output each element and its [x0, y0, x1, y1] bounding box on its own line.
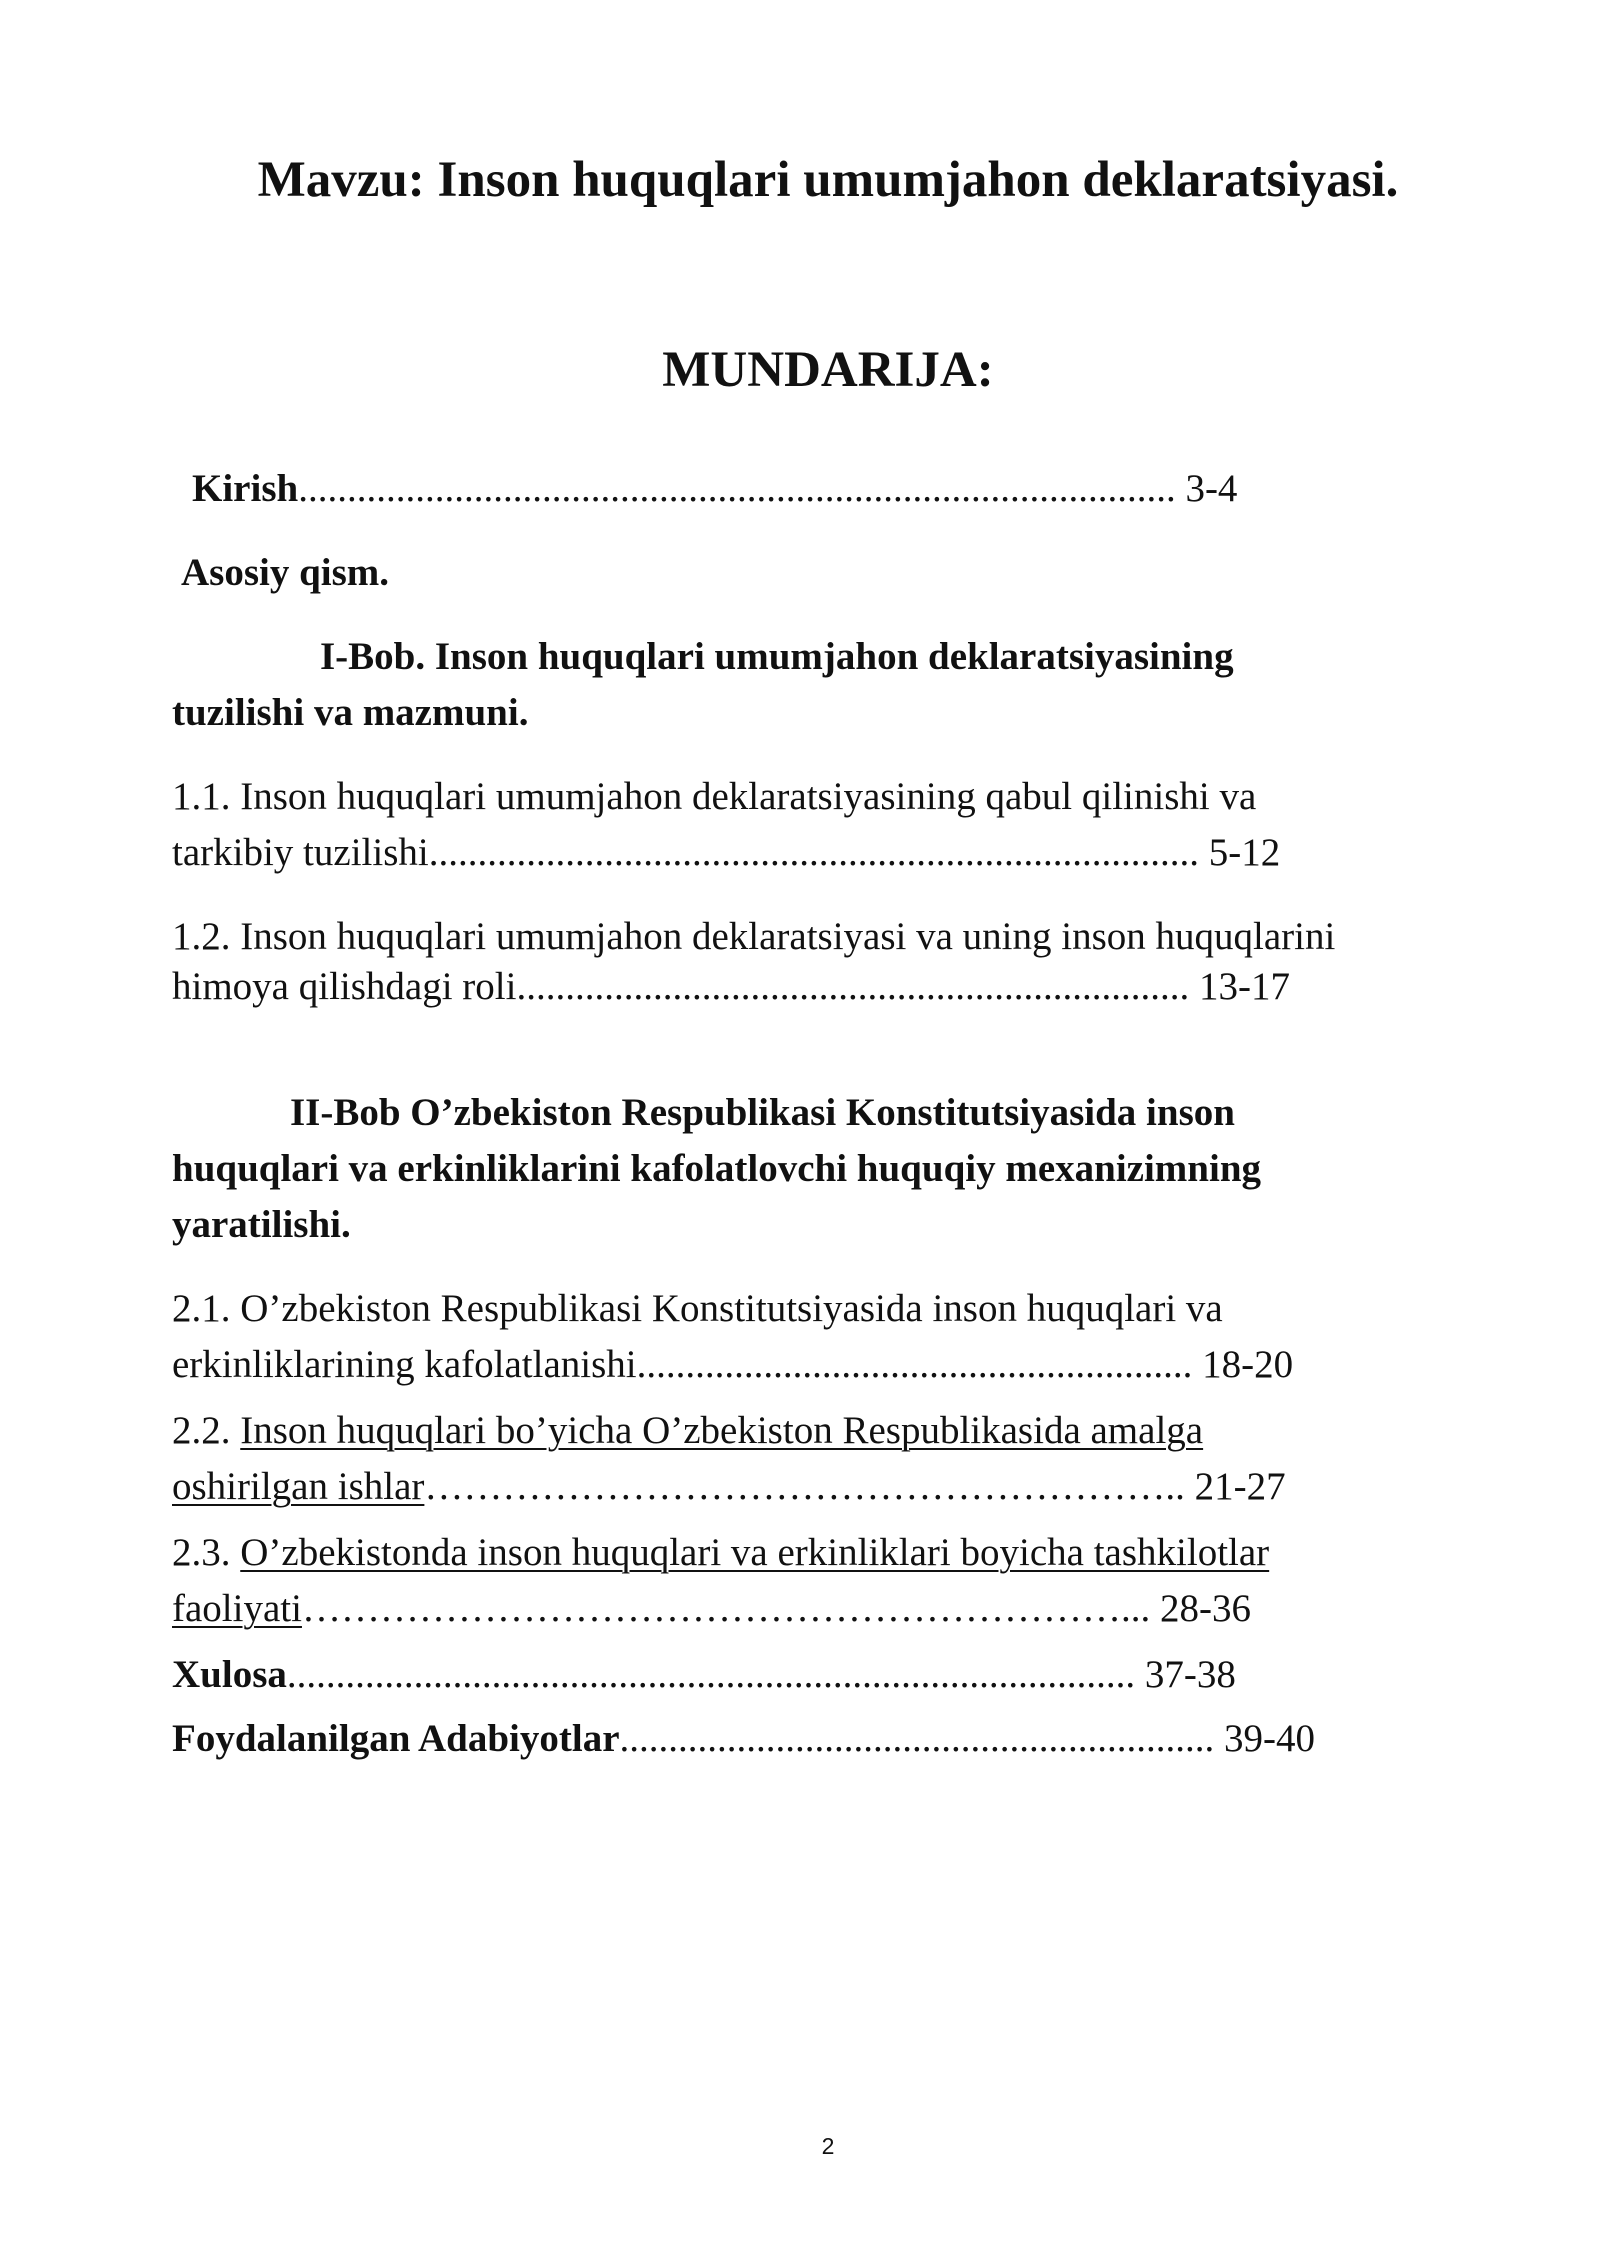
toc-page-range: 13-17: [1189, 965, 1290, 1008]
toc-entry-2-3-line1: [172, 1530, 1269, 1577]
toc-entry-number: 2.2.: [172, 1409, 241, 1452]
toc-page-range: 37-38: [1135, 1653, 1236, 1696]
toc-page-range: 3-4: [1175, 467, 1238, 510]
toc-entry-2-1-line1: 2.1. O’zbekiston Respublikasi Konstitutsiyasida inson huquqlari va: [172, 1287, 1223, 1330]
toc-entry-2-1-line2: [172, 1342, 1293, 1389]
toc-entry-1-1-line1: 1.1. Inson huquqlari umumjahon deklaratsiyasining qabul qilinishi va: [172, 775, 1257, 818]
toc-chapter-2-line3: yaratilishi.: [172, 1203, 351, 1246]
toc-entry-kirish: [192, 466, 1237, 513]
toc-page-range: 5-12: [1198, 831, 1281, 874]
toc-entry-label: Xulosa: [172, 1653, 287, 1696]
toc-entry-1-2-line2: [172, 964, 1290, 1011]
toc-page-range: 39-40: [1214, 1717, 1316, 1760]
toc-entry-2-2-line1: [172, 1408, 1203, 1455]
toc-page-range: 18-20: [1192, 1343, 1294, 1386]
toc-entry-number: 2.3.: [172, 1531, 241, 1574]
toc-entry-label: Foydalanilgan Adabiyotlar: [172, 1717, 620, 1760]
toc-leader-dots: .........................................................: [636, 1343, 1193, 1386]
toc-leader-dots: ..........................................................................................: [298, 467, 1176, 510]
page-number: 2: [821, 2133, 835, 2159]
toc-leader-dots: …………………………………………………..: [424, 1465, 1185, 1508]
toc-section-asosiy: Asosiy qism.: [181, 551, 390, 594]
toc-entry-text: oshirilgan ishlar: [172, 1465, 425, 1508]
toc-entry-1-2-line1: 1.2. Inson huquqlari umumjahon deklaratsiyasi va uning inson huquqlarini: [172, 915, 1336, 958]
toc-entry-label: Kirish: [192, 467, 299, 510]
toc-chapter-1-line1: I-Bob. Inson huquqlari umumjahon deklaratsiyasining: [320, 635, 1234, 678]
toc-heading: MUNDARIJA:: [662, 342, 994, 398]
toc-page-range: 21-27: [1184, 1465, 1286, 1508]
toc-entry-text: himoya qilishdagi roli: [172, 965, 517, 1008]
toc-entry-text: Inson huquqlari bo’yicha O’zbekiston Respublikasida amalga: [240, 1409, 1204, 1452]
toc-entry-adabiyotlar: [172, 1716, 1315, 1763]
toc-entry-2-2-line2: [172, 1464, 1286, 1511]
toc-entry-2-3-line2: [172, 1586, 1251, 1633]
toc-page-range: 28-36: [1150, 1587, 1251, 1630]
toc-entry-text: faoliyati: [172, 1587, 302, 1630]
toc-entry-text: O’zbekistonda inson huquqlari va erkinliklari boyicha tashkilotlar: [240, 1531, 1270, 1574]
document-title: Mavzu: Inson huquqlari umumjahon deklaratsiyasi.: [257, 152, 1399, 208]
toc-leader-dots: ...............................................................................: [428, 831, 1199, 874]
toc-entry-text: erkinliklarining kafolatlanishi: [172, 1343, 637, 1386]
toc-chapter-2-line1: II-Bob O’zbekiston Respublikasi Konstitutsiyasida inson: [290, 1091, 1235, 1134]
toc-leader-dots: .............................................................: [619, 1717, 1215, 1760]
toc-chapter-1-line2: tuzilishi va mazmuni.: [172, 691, 529, 734]
toc-entry-1-1-line2: [172, 830, 1280, 877]
toc-leader-dots: .....................................................................: [516, 965, 1190, 1008]
toc-chapter-2-line2: huquqlari va erkinliklarini kafolatlovchi huquqiy mexanizimning: [172, 1147, 1262, 1190]
toc-leader-dots: .......................................................................................: [286, 1653, 1136, 1696]
toc-entry-text: tarkibiy tuzilishi: [172, 831, 429, 874]
toc-leader-dots: ………………………………………………………...: [301, 1587, 1151, 1630]
toc-entry-xulosa: [172, 1652, 1236, 1699]
